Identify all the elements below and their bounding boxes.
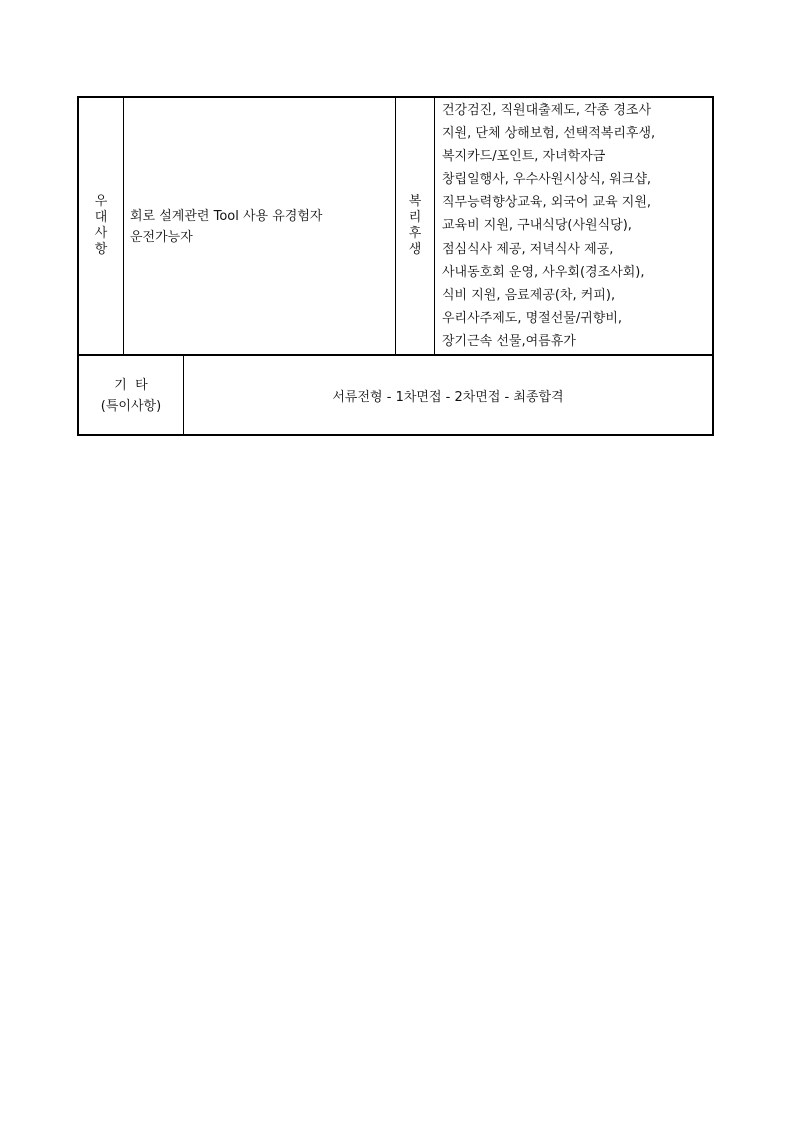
preference-heading-char: 대 — [94, 210, 108, 225]
other-heading-subtitle: (특이사항) — [100, 399, 162, 414]
preference-heading-char: 우 — [94, 194, 108, 209]
col-divider-1 — [123, 98, 124, 355]
welfare-item: 건강검진, 직원대출제도, 각종 경조사 — [442, 103, 652, 118]
welfare-item: 사내동호회 운영, 사우회(경조사회), — [442, 264, 645, 280]
welfare-heading-char: 리 — [408, 210, 422, 225]
preference-heading-char: 사 — [94, 226, 108, 241]
welfare-heading-char: 후 — [408, 226, 422, 241]
welfare-item: 복지카드/포인트, 자녀학자금 — [442, 149, 606, 165]
info-table — [77, 96, 714, 436]
welfare-item: 창립일행사, 우수사원시상식, 워크샵, — [442, 172, 652, 188]
welfare-heading — [395, 194, 435, 258]
welfare-heading-char: 생 — [408, 242, 422, 257]
welfare-item: 우리사주제도, 명절선물/귀향비, — [442, 310, 623, 326]
other-heading-title: 기 타 — [114, 378, 148, 393]
preference-heading — [79, 194, 123, 258]
welfare-item: 식비 지원, 음료제공(차, 커피), — [442, 287, 616, 303]
preference-line: 운전가능자 — [130, 230, 193, 245]
welfare-item: 교육비 지원, 구내식당(사원식당), — [442, 218, 632, 234]
welfare-item: 장기근속 선물,여름휴가 — [442, 333, 576, 349]
welfare-item: 지원, 단체 상해보험, 선택적복리후생, — [442, 126, 656, 142]
other-heading — [79, 375, 183, 417]
row-divider — [79, 354, 712, 356]
welfare-item: 점심식사 제공, 저녁식사 제공, — [442, 241, 614, 257]
preference-line: 회로 설계관련 Tool 사용 유경험자 — [130, 209, 323, 224]
preference-content — [130, 206, 322, 248]
preference-heading-char: 항 — [94, 242, 108, 257]
welfare-heading-char: 복 — [408, 194, 422, 209]
other-content: 서류전형 - 1차면접 - 2차면접 - 최종합격 — [332, 390, 564, 405]
welfare-item: 직무능력향상교육, 외국어 교육 지원, — [442, 195, 652, 211]
welfare-list — [442, 99, 655, 353]
